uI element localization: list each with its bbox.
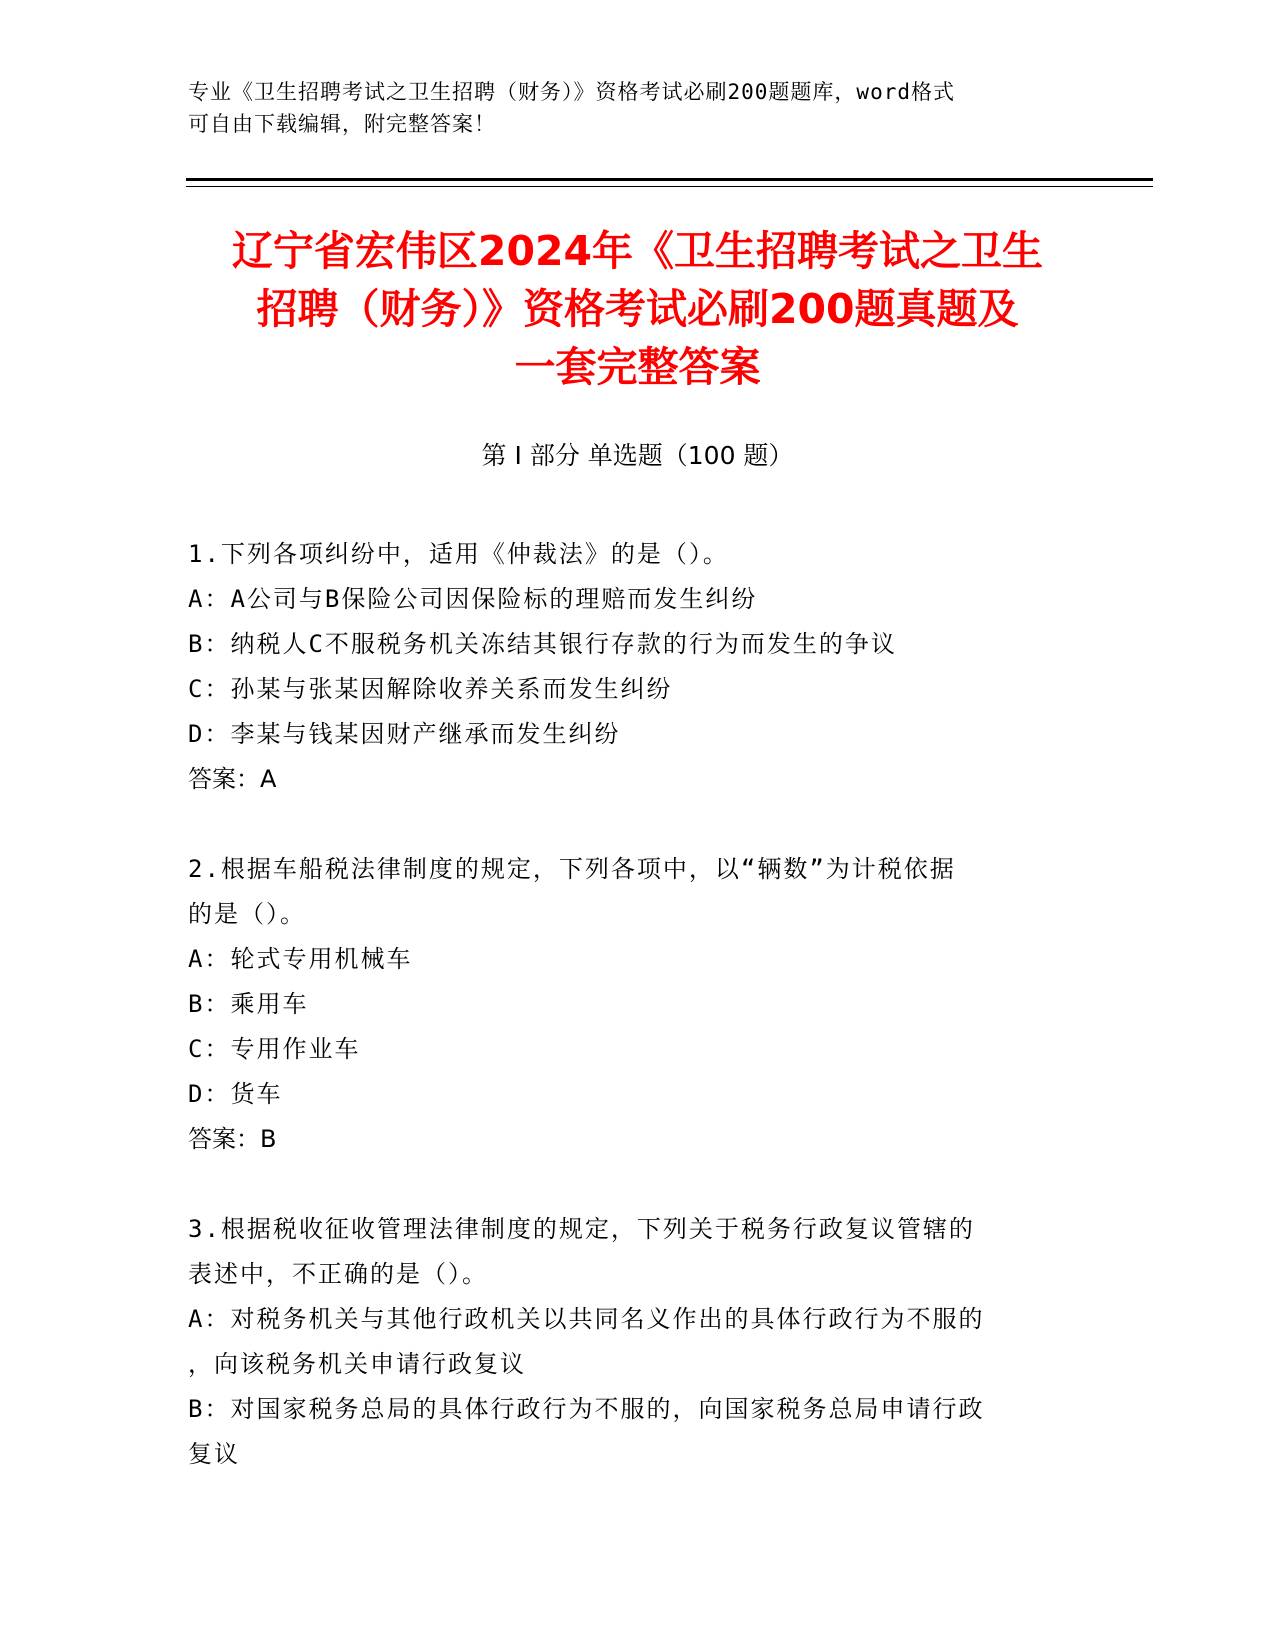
question-2 xyxy=(188,847,1088,1162)
header-divider-thick xyxy=(186,178,1153,181)
option-b-continued: 复议 xyxy=(188,1440,240,1468)
option-b: B：对国家税务总局的具体行政行为不服的，向国家税务总局申请行政 xyxy=(188,1395,985,1423)
option-d: D：李某与钱某因财产继承而发生纠纷 xyxy=(188,720,621,748)
document-title xyxy=(140,222,1135,396)
question-stem: 3.根据税收征收管理法律制度的规定，下列关于税务行政复议管辖的 xyxy=(188,1215,975,1243)
question-list xyxy=(188,532,1088,1477)
option-a: A：A公司与B保险公司因保险标的理赔而发生纠纷 xyxy=(188,585,758,613)
question-1 xyxy=(188,532,1088,802)
header-note-line: 可自由下载编辑，附完整答案！ xyxy=(188,112,496,136)
question-stem-continued: 表述中，不正确的是（）。 xyxy=(188,1260,488,1288)
header-divider-thin xyxy=(186,186,1153,187)
option-a: A：对税务机关与其他行政机关以共同名义作出的具体行政行为不服的 xyxy=(188,1305,985,1333)
option-b: B：乘用车 xyxy=(188,990,309,1018)
question-stem-continued: 的是（）。 xyxy=(188,900,306,928)
option-a-continued: ，向该税务机关申请行政复议 xyxy=(188,1350,526,1378)
title-line: 辽宁省宏伟区2024年《卫生招聘考试之卫生 xyxy=(231,227,1044,275)
option-c: C：孙某与张某因解除收养关系而发生纠纷 xyxy=(188,675,673,703)
title-line: 招聘（财务）》资格考试必刷200题真题及 xyxy=(256,285,1019,333)
option-c: C：专用作业车 xyxy=(188,1035,361,1063)
section-heading: 第 I 部分 单选题（100 题） xyxy=(481,441,794,470)
question-stem: 1.下列各项纠纷中，适用《仲裁法》的是（）。 xyxy=(188,540,729,568)
answer: 答案：B xyxy=(188,1125,277,1153)
option-d: D：货车 xyxy=(188,1080,283,1108)
title-line: 一套完整答案 xyxy=(514,343,761,391)
option-a: A：轮式专用机械车 xyxy=(188,945,413,973)
question-stem: 2.根据车船税法律制度的规定，下列各项中，以“辆数”为计税依据 xyxy=(188,855,956,883)
header-note xyxy=(188,76,1068,140)
answer: 答案：A xyxy=(188,765,277,793)
option-b: B：纳税人C不服税务机关冻结其银行存款的行为而发生的争议 xyxy=(188,630,897,658)
question-3 xyxy=(188,1207,1088,1477)
header-note-line: 专业《卫生招聘考试之卫生招聘（财务）》资格考试必刷200题题库，word格式 xyxy=(188,80,955,104)
